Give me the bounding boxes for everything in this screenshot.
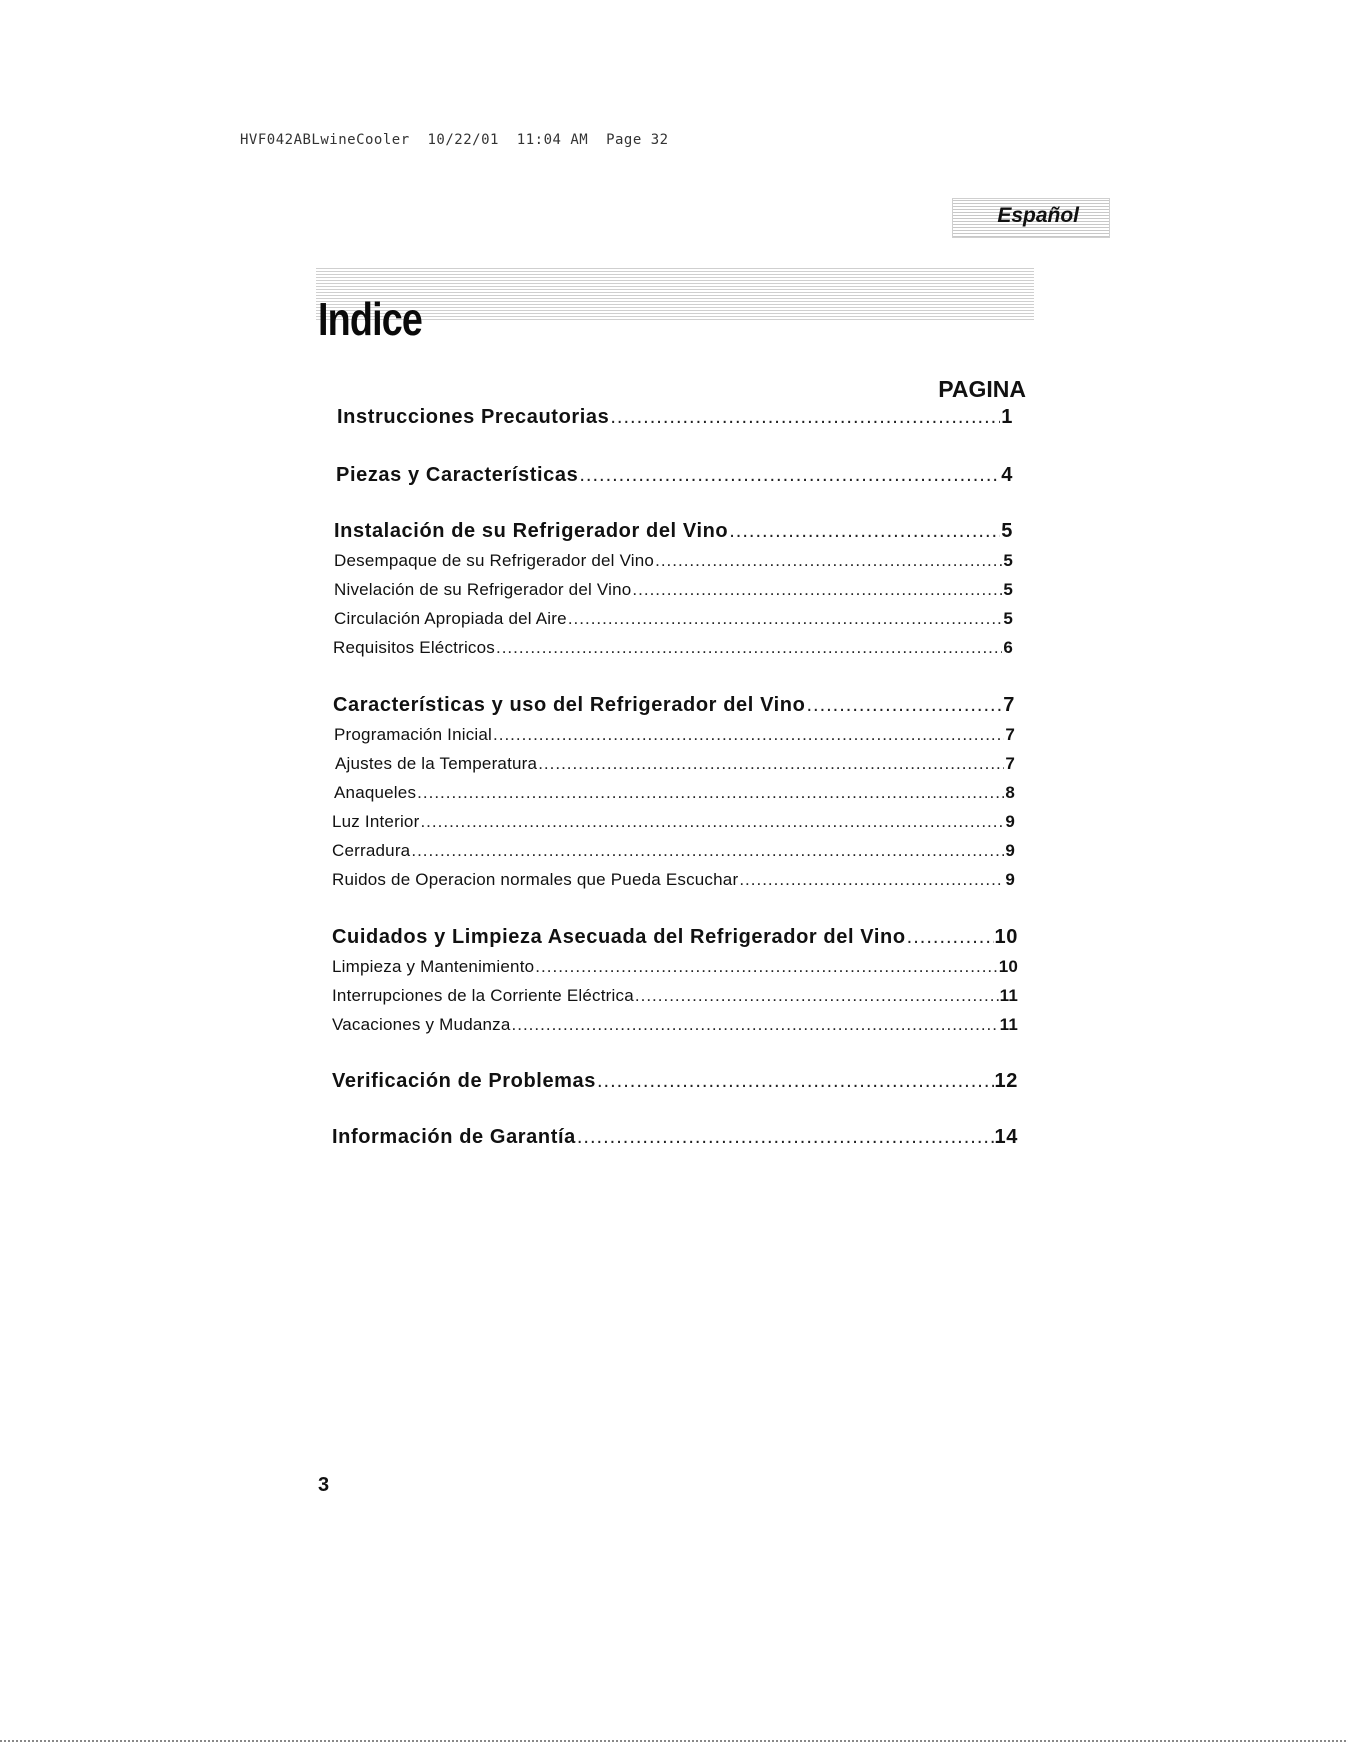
toc-entry-label: Luz Interior [332, 812, 420, 831]
toc-leader-dots [632, 580, 1002, 600]
toc-entry[interactable] [332, 812, 1015, 832]
toc-entry-label: Nivelación de su Refrigerador del Vino [334, 580, 632, 599]
toc-entry[interactable] [333, 694, 1015, 717]
toc-entry-page: 11 [999, 1015, 1018, 1034]
toc-entry-label: Características y uso del Refrigerador del Vino [333, 694, 806, 716]
toc-leader-dots [907, 926, 994, 949]
toc-entry-label: Requisitos Eléctricos [333, 638, 495, 657]
toc-entry-page: 5 [1003, 551, 1013, 570]
toc-leader-dots [411, 841, 1004, 861]
toc-entry-page: 5 [1001, 520, 1013, 542]
toc-leader-dots [806, 694, 1002, 717]
toc-leader-dots [579, 464, 1000, 487]
toc-leader-dots [496, 638, 1002, 658]
toc-leader-dots [512, 1015, 999, 1035]
toc-leader-dots [655, 551, 1002, 571]
toc-entry-label: Instrucciones Precautorias [337, 406, 610, 428]
toc-entry-label: Interrupciones de la Corriente Eléctrica [332, 986, 634, 1005]
page-title: Indice [318, 293, 423, 345]
toc-entry-label: Ruidos de Operacion normales que Pueda Escuchar [332, 870, 739, 889]
toc-entry[interactable] [332, 870, 1015, 890]
bottom-scan-rule [0, 1740, 1348, 1742]
print-header-meta: HVF042ABLwineCooler 10/22/01 11:04 AM Page 32 [240, 132, 669, 148]
toc-entry-label: Ajustes de la Temperatura [335, 754, 538, 773]
toc-entry-page: 12 [994, 1070, 1018, 1092]
title-texture-bar [316, 268, 1034, 320]
toc-entry-label: Cerradura [332, 841, 411, 860]
toc-entry-page: 10 [998, 957, 1018, 976]
toc-leader-dots [597, 1070, 994, 1093]
toc-entry[interactable] [334, 609, 1013, 629]
toc-entry-page: 14 [994, 1126, 1018, 1148]
toc-entry-label: Instalación de su Refrigerador del Vino [334, 520, 729, 542]
toc-entry[interactable] [336, 464, 1013, 487]
toc-entry[interactable] [332, 1126, 1018, 1149]
toc-leader-dots [493, 725, 1004, 745]
toc-entry-label: Desempaque de su Refrigerador del Vino [334, 551, 655, 570]
toc-entry-page: 6 [1003, 638, 1013, 657]
toc-entry[interactable] [334, 783, 1015, 803]
toc-leader-dots [610, 406, 1000, 429]
toc-entry[interactable] [333, 638, 1013, 658]
toc-entry-page: 9 [1005, 870, 1015, 889]
toc-entry-label: Programación Inicial [334, 725, 493, 744]
toc-entry[interactable] [332, 986, 1018, 1006]
toc-entry[interactable] [334, 520, 1013, 543]
toc-entry-label: Cuidados y Limpieza Asecuada del Refrigerador del Vino [332, 926, 906, 948]
toc-leader-dots [729, 520, 1000, 543]
toc-entry-page: 4 [1001, 464, 1013, 486]
toc-entry[interactable] [332, 1015, 1018, 1035]
toc-entry[interactable] [334, 725, 1015, 745]
toc-entry[interactable] [332, 957, 1018, 977]
toc-entry-page: 9 [1005, 841, 1015, 860]
toc-leader-dots [568, 609, 1003, 629]
toc-entry-page: 7 [1005, 725, 1015, 744]
toc-entry-page: 11 [999, 986, 1018, 1005]
page-column-header: PAGINA [938, 376, 1026, 402]
toc-entry-page: 5 [1003, 580, 1013, 599]
toc-leader-dots [577, 1126, 994, 1149]
toc-leader-dots [635, 986, 999, 1006]
language-tab-label: Español [997, 204, 1079, 227]
toc-entry[interactable] [334, 551, 1013, 571]
toc-leader-dots [417, 783, 1004, 803]
toc-entry-page: 9 [1005, 812, 1015, 831]
toc-entry[interactable] [332, 1070, 1018, 1093]
toc-entry-label: Información de Garantía [332, 1126, 576, 1148]
toc-entry-label: Anaqueles [334, 783, 417, 802]
toc-entry[interactable] [337, 406, 1013, 429]
toc-entry[interactable] [332, 841, 1015, 861]
toc-leader-dots [535, 957, 997, 977]
toc-entry-page: 7 [1003, 694, 1015, 716]
toc-leader-dots [420, 812, 1004, 832]
toc-entry-label: Circulación Apropiada del Aire [334, 609, 567, 628]
toc-entry-page: 5 [1003, 609, 1013, 628]
toc-entry[interactable] [332, 926, 1018, 949]
toc-entry-page: 8 [1005, 783, 1015, 802]
toc-leader-dots [739, 870, 1004, 890]
toc-entry-label: Piezas y Características [336, 464, 579, 486]
language-tab [952, 198, 1110, 238]
toc-entry-label: Vacaciones y Mudanza [332, 1015, 511, 1034]
toc-entry[interactable] [335, 754, 1015, 774]
toc-entry-page: 7 [1005, 754, 1015, 773]
page-number: 3 [318, 1474, 330, 1496]
toc-entry-label: Verificación de Problemas [332, 1070, 596, 1092]
toc-leader-dots [538, 754, 1004, 774]
toc-entry-label: Limpieza y Mantenimiento [332, 957, 535, 976]
toc-entry-page: 1 [1001, 406, 1013, 428]
toc-entry[interactable] [334, 580, 1013, 600]
toc-entry-page: 10 [994, 926, 1018, 948]
